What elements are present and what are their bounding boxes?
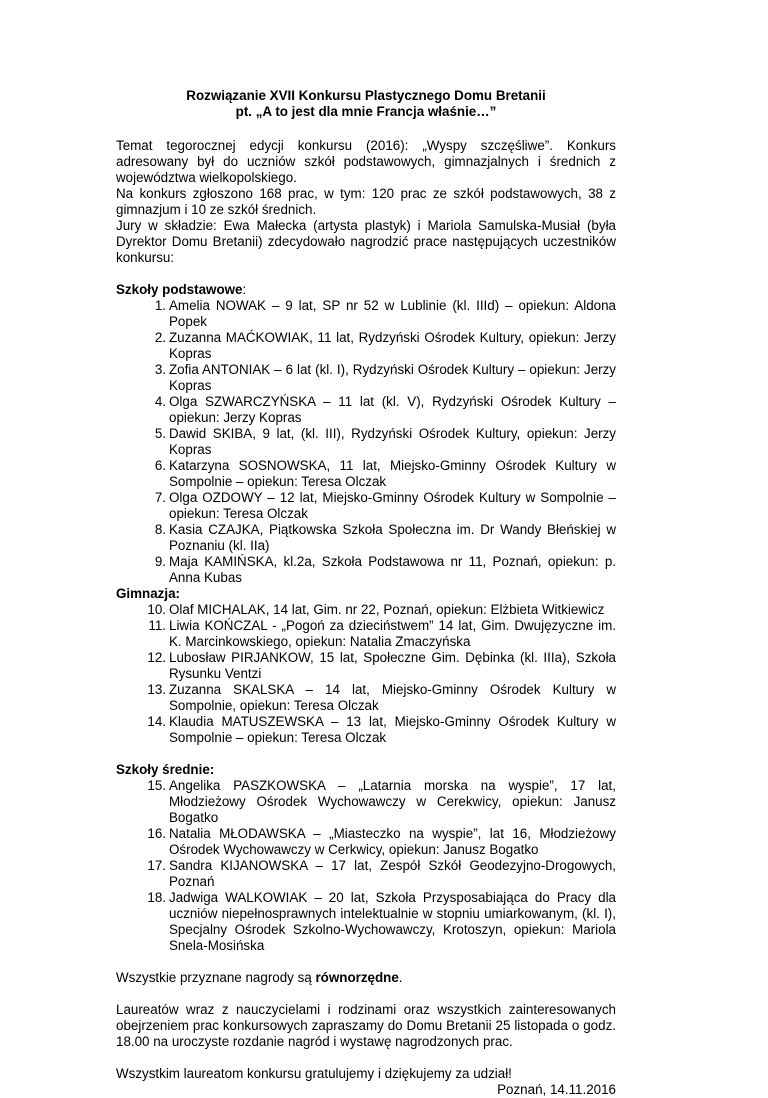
list-item: 2. Zuzanna MAĆKOWIAK, 11 lat, Rydzyński Ośrodek Kultury, opiekun: Jerzy Kopras — [154, 330, 616, 361]
thanks-line: Wszystkim laureatom konkursu gratulujemy i dziękujemy za udział! — [116, 1066, 512, 1081]
list-item: 8. Kasia CZAJKA, Piątkowska Szkoła Społeczna im. Dr Wandy Błeńskiej w Poznaniu (kl. IIa) — [154, 522, 616, 553]
list-item: 5. Dawid SKIBA, 9 lat, (kl. III), Rydzyński Ośrodek Kultury, opiekun: Jerzy Kopras — [154, 426, 616, 457]
intro-paragraph: Temat tegorocznej edycji konkursu (2016): „Wyspy szczęśliwe”. Konkurs adresowany był do uczniów szkół podstawowych, gimnazjalnych i średnich z województwa wielkopolskiego. — [116, 138, 616, 185]
list-item: 11. Liwia KOŃCZAL - „Pogoń za dzieciństwem” 14 lat, Gim. Dwujęzyczne im. K. Marcinkowskiego, opiekun: Natalia Zmaczyńska — [148, 618, 616, 649]
document-title — [116, 88, 616, 120]
list-item: 17. Sandra KIJANOWSKA – 17 lat, Zespół Szkół Geodezyjno-Drogowych, Poznań — [147, 858, 616, 889]
gimnazja-list — [116, 602, 616, 746]
list-item: 3. Zofia ANTONIAK – 6 lat (kl. I), Rydzyński Ośrodek Kultury – opiekun: Jerzy Kopras — [154, 362, 616, 393]
intro-paragraph: Na konkurs zgłoszono 168 prac, w tym: 120 prac ze szkół podstawowych, 38 z gimnazjum i 10 ze szkół średnich. — [116, 186, 616, 217]
primary-schools-heading: Szkoły podstawowe: — [116, 282, 247, 297]
list-item: 10. Olaf MICHALAK, 14 lat, Gim. nr 22, Poznań, opiekun: Elżbieta Witkiewicz — [147, 602, 605, 617]
intro-paragraph: Jury w składzie: Ewa Małecka (artysta plastyk) i Mariola Samulska-Musiał (była Dyrektor Domu Bretanii) zdecydowało nagrodzić prace następujących uczestników konkursu: — [116, 218, 616, 265]
list-item: 6. Katarzyna SOSNOWSKA, 11 lat, Miejsko-Gminny Ośrodek Kultury w Sompolnie – opiekun: Teresa Olczak — [154, 458, 616, 489]
list-item: 15. Angelika PASZKOWSKA – „Latarnia morska na wyspie”, 17 lat, Młodzieżowy Ośrodek Wychowawczy w Cerekwicy, opiekun: Janusz Bogatko — [147, 778, 616, 825]
list-item: 9. Maja KAMIŃSKA, kl.2a, Szkoła Podstawowa nr 11, Poznań, opiekun: p. Anna Kubas — [154, 554, 616, 585]
list-item: 14. Klaudia MATUSZEWSKA – 13 lat, Miejsko-Gminny Ośrodek Kultury w Sompolnie – opiekun: Teresa Olczak — [147, 714, 616, 745]
title-line-1: Rozwiązanie XVII Konkursu Plastycznego Domu Bretanii — [186, 88, 546, 103]
title-line-2: pt. „A to jest dla mnie Francja właśnie…” — [235, 104, 497, 119]
secondary-schools-heading: Szkoły średnie: — [116, 762, 215, 777]
secondary-schools-list — [116, 778, 616, 954]
list-item: 1. Amelia NOWAK – 9 lat, SP nr 52 w Lublinie (kl. IIId) – opiekun: Aldona Popek — [154, 298, 616, 329]
equal-prizes-notice: Wszystkie przyznane nagrody są równorzędne. — [116, 970, 403, 985]
list-item: 18. Jadwiga WALKOWIAK – 20 lat, Szkoła Przysposabiająca do Pracy dla uczniów niepełnosprawnych intelektualnie w stopniu umiarkowanym, (kl. I), Specjalny Ośrodek Szkolno-Wychowawczy, Krotoszyn, opiekun: Mariola Snela-Mosińska — [147, 890, 616, 953]
list-item: 13. Zuzanna SKALSKA – 14 lat, Miejsko-Gminny Ośrodek Kultury w Sompolnie, opiekun: Teresa Olczak — [147, 682, 616, 713]
primary-schools-list — [116, 298, 616, 586]
gimnazja-heading: Gimnazja: — [116, 586, 180, 601]
dateline: Poznań, 14.11.2016 — [497, 1082, 616, 1097]
intro-section — [116, 138, 616, 266]
invitation-paragraph: Laureatów wraz z nauczycielami i rodzinami oraz wszystkich zainteresowanych obejrzeniem prac konkursowych zapraszamy do Domu Bretanii 25 listopada o godz. 18.00 na uroczyste rozdanie nagród i wystawę nagrodzonych prac. — [116, 1002, 616, 1049]
list-item: 16. Natalia MŁODAWSKA – „Miasteczko na wyspie”, lat 16, Młodzieżowy Ośrodek Wychowawczy w Cerkwicy, opiekun: Janusz Bogatko — [147, 826, 616, 857]
list-item: 7. Olga OZDOWY – 12 lat, Miejsko-Gminny Ośrodek Kultury w Sompolnie – opiekun: Teresa Olczak — [154, 490, 616, 521]
list-item: 12. Lubosław PIRJANKOW, 15 lat, Społeczne Gim. Dębinka (kl. IIIa), Szkoła Rysunku Ventzi — [147, 650, 616, 681]
list-item: 4. Olga SZWARCZYŃSKA – 11 lat (kl. V), Rydzyński Ośrodek Kultury – opiekun: Jerzy Kopras — [154, 394, 616, 425]
